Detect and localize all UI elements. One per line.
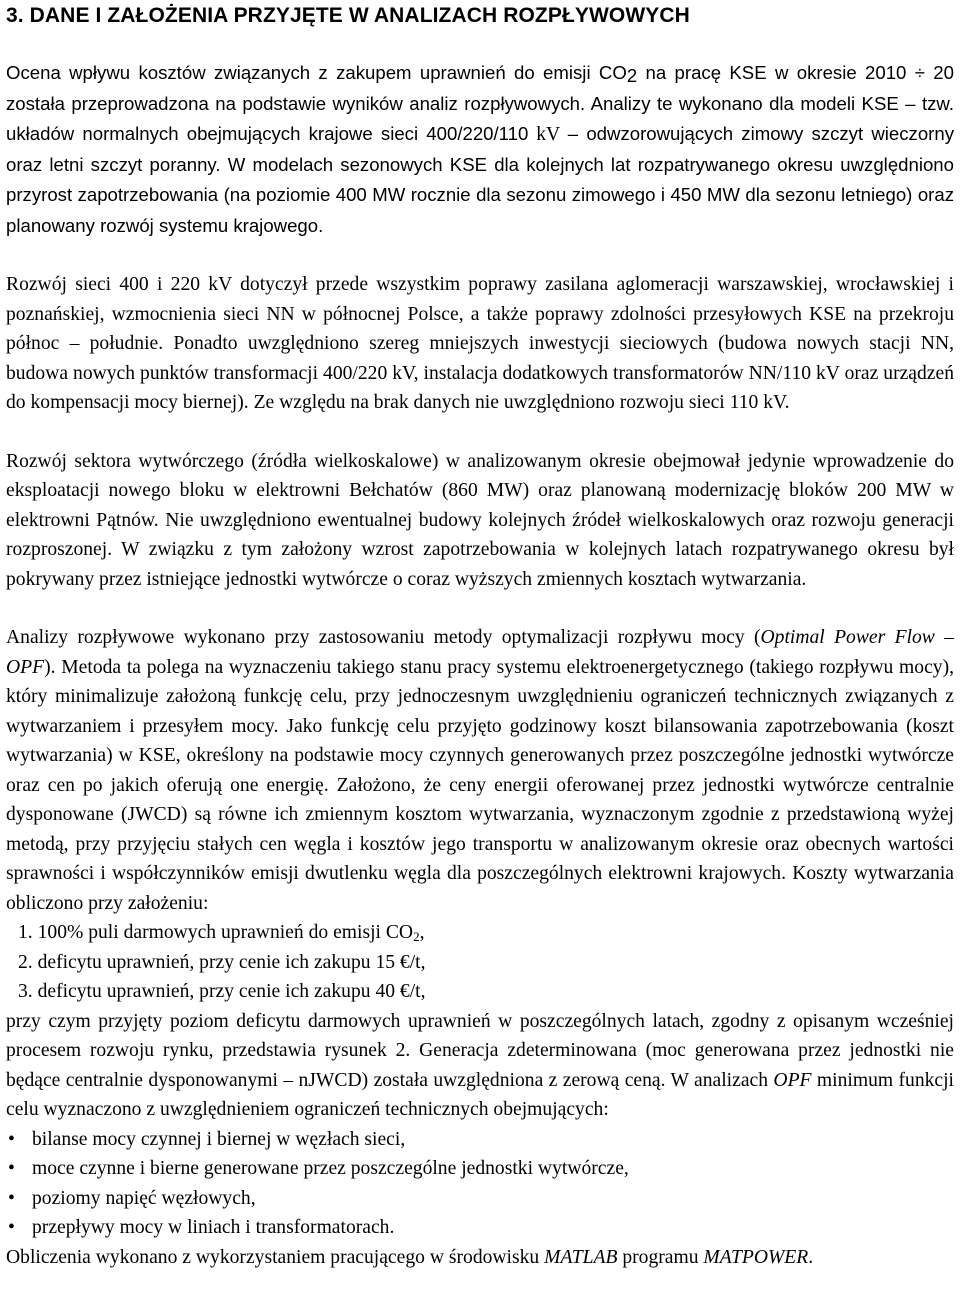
section-heading: 3. DANE I ZAŁOŻENIA PRZYJĘTE W ANALIZACH ROZPŁYWOWYCH [6, 4, 690, 27]
list-item: 2. deficytu uprawnień, przy cenie ich zakupu 15 €/t, [18, 951, 426, 973]
co2-subscript: 2 [626, 65, 638, 86]
paragraph-network-development: Rozwój sieci 400 i 220 kV dotyczył przede wszystkim poprawy zasilana aglomeracji warszawskiej, wrocławskiej i poznańskiej, wzmocnienia sieci NN w północnej Polsce, a także poprawy zdolności przesyłowych KSE na przekroju północ – południe. Ponadto uwzględniono szereg mniejszych inwestycji sieciowych (budowa nowych stacji NN, budowa nowych punktów transformacji 400/220 kV, instalacja dodatkowych transformatorów NN/110 kV oraz urządzeń do kompensacji mocy biernej). Ze względu na brak danych nie uwzględniono rozwoju sieci 110 kV. [6, 274, 954, 413]
paragraph-deficit-text-a: przy czym przyjęty poziom deficytu darmowych uprawnień w poszczególnych latach, zgodny z opisanym wcześniej procesem rozwoju rynku, przedstawia rysunek 2. Generacja zdeterminowana (moc generowana przez jednostki nie będące centralnie dysponowanymi – nJWCD) została uwzględniona z zerową ceną. W analizach [6, 1010, 954, 1091]
kv-unit: kV [528, 124, 568, 145]
paragraph-assessment-text-a: Ocena wpływu kosztów związanych z zakupem uprawnień do emisji CO [6, 62, 627, 83]
paragraph-opf-method [6, 623, 954, 918]
bullet-icon: • [8, 1217, 15, 1238]
matlab-label: MATLAB [544, 1246, 618, 1268]
list-item: • poziomy napięć węzłowych, [6, 1184, 954, 1214]
paragraph-opf-text-a: Analizy rozpływowe wykonano przy zastosowaniu metody optymalizacji rozpływu mocy ( [6, 627, 761, 648]
bullet-icon: • [8, 1158, 15, 1179]
list-item: • bilanse mocy czynnej i biernej w węzłach sieci, [6, 1125, 954, 1155]
paragraph-deficit-text-b: minimum funkcji celu wyznaczono z uwzględnieniem ograniczeń technicznych obejmujących: [6, 1069, 955, 1120]
constraints-list [6, 1125, 954, 1243]
list-item: 1. 100% puli darmowych uprawnień do emisji $CO_2$, [18, 922, 425, 944]
paragraph-generation-development: Rozwój sektora wytwórczego (źródła wielkoskalowe) w analizowanym okresie obejmował jedynie wprowadzenie do eksploatacji nowego bloku w elektrowni Bełchatów (860 MW) oraz planowaną modernizację bloków 200 MW w elektrowni Pątnów. Nie uwzględniono ewentualnej budowy kolejnych źródeł wielkoskalowych oraz rozwoju generacji rozproszonej. W związku z tym założony wzrost zapotrzebowania w kolejnych latach rozpatrywanego okresu był pokrywany przez istniejące jednostki wytwórcze o coraz wyższych zmiennych kosztach wytwarzania. [6, 450, 954, 590]
paragraph-opf-italic: Optimal Power Flow – OPF [6, 627, 955, 678]
paragraph-matlab: Obliczenia wykonano z wykorzystaniem pracującego w środowisku MATLAB programu MATPOWER. [6, 1246, 814, 1268]
paragraph-assessment-text-c: – odwzorowujących zimowy szczyt wieczorny oraz letni szczyt poranny. W modelach sezonowych KSE dla kolejnych lat rozpatrywanego okresu uwzględniono przyrost zapotrzebowania (na poziomie 400 MW rocznie dla sezonu zimowego i 450 MW dla sezonu letniego) oraz planowany rozwój systemu krajowego. [6, 123, 954, 236]
document-page [6, 0, 954, 1272]
paragraph-assessment [6, 58, 954, 241]
paragraph-opf-text-b: ). Metoda ta polega na wyznaczeniu takiego stanu pracy systemu elektroenergetycznego (takiego rozpływu mocy), który minimalizuje założoną funkcję celu, przy jednoczesnym uwzględnieniu ograniczeń technicznych związanych z wytwarzaniem i przesyłem mocy. Jako funkcję celu przyjęto godzinowy koszt bilansowania zapotrzebowania (koszt wytwarzania) w KSE, określony na podstawie mocy czynnych generowanych przez poszczególne jednostki wytwórcze oraz cen po jakich oferują one energię. Założono, że ceny energii oferowanej przez jednostki wytwórcze centralnie dysponowane (JWCD) są równe ich zmiennym kosztom wytwarzania, wyznaczonym zgodnie z przedstawioną wyżej metodą, przy przyjęciu stałych cen węgla i kosztów jego transportu w analizowanym okresie oraz obecnych wartości sprawności i współczynników emisji dwutlenku węgla dla poszczególnych elektrowni krajowych. Koszty wytwarzania obliczono przy założeniu: [6, 656, 954, 914]
paragraph-assessment-text-b: na pracę KSE w okresie 2010 ÷ 20 została przeprowadzona na podstawie wyników analiz rozpływowych. Analizy te wykonano dla modeli KSE – tzw. układów normalnych obejmujących krajowe sieci 400/220/110 [6, 62, 954, 144]
list-item: • moce czynne i bierne generowane przez poszczególne jednostki wytwórcze, [6, 1154, 954, 1184]
paragraph-deficit-italic: OPF [773, 1069, 812, 1091]
bullet-icon: • [8, 1128, 15, 1150]
bullet-icon: • [8, 1187, 15, 1209]
list-item: • przepływy mocy w liniach i transformatorach. [6, 1213, 954, 1243]
matpower-label: MATPOWER [703, 1246, 809, 1268]
cost-assumptions-list [6, 918, 954, 1007]
paragraph-deficit [6, 1007, 954, 1125]
list-item: 3. deficytu uprawnień, przy cenie ich zakupu 40 €/t, [18, 981, 426, 1002]
